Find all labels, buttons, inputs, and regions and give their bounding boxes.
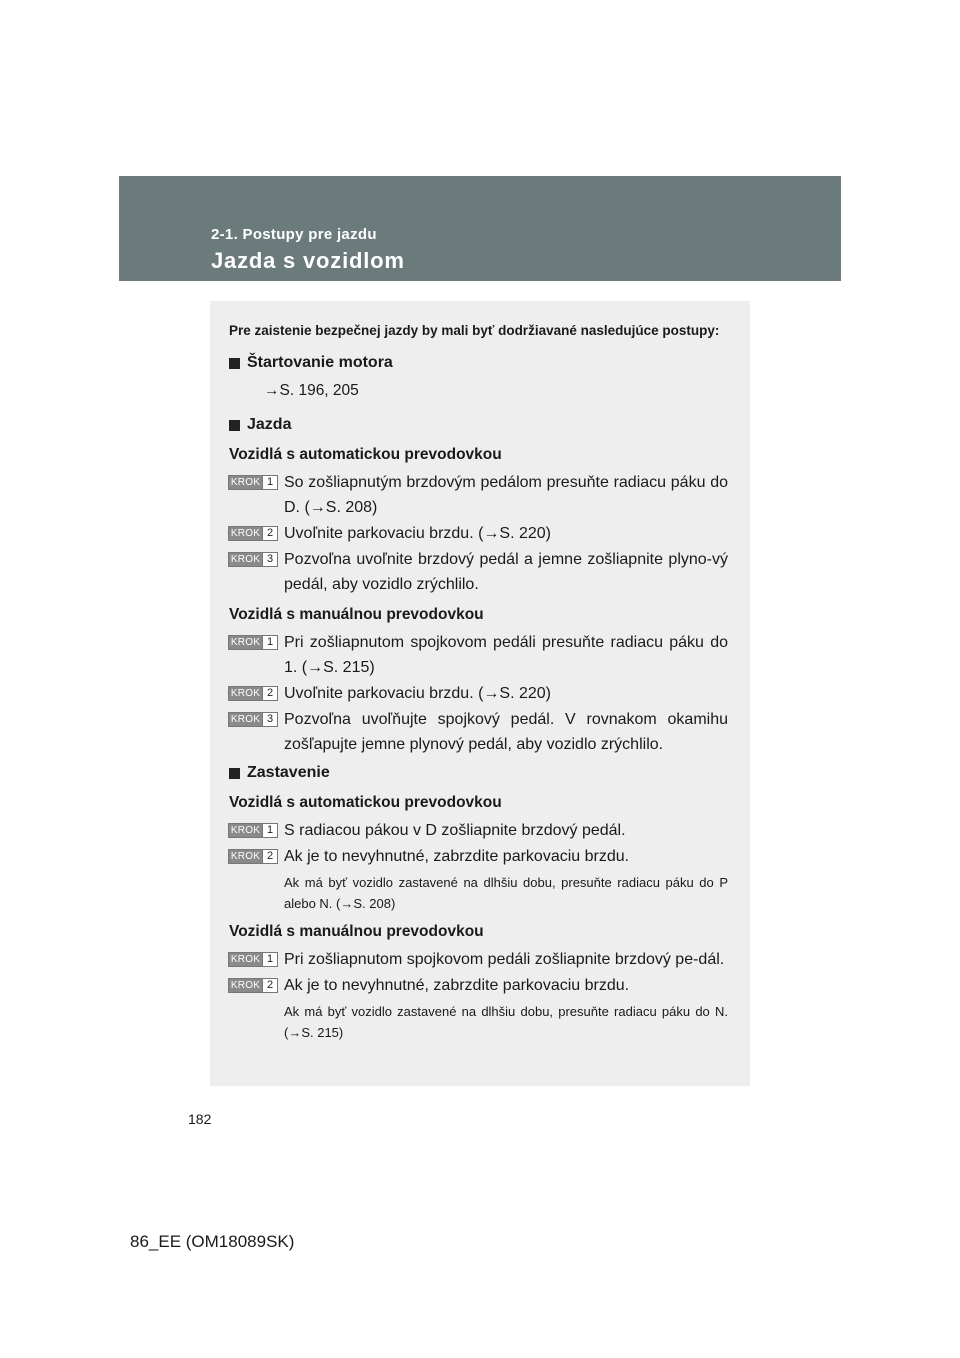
note-text: Ak má byť vozidlo zastavené na dlhšiu dobu, presuňte radiacu páku do P alebo N. (→S. 208)	[284, 875, 728, 911]
heading-stop	[229, 761, 728, 785]
step-text: Pozvoľna uvoľňujte spojkový pedál. V rovnakom okamihu zošľapujte jemne plynový pedál, aby vozidlo zrýchlilo.	[284, 711, 728, 753]
heading-start	[229, 351, 728, 375]
square-bullet-icon	[229, 358, 240, 369]
step-text: S radiacou pákou v D zošliapnite brzdový pedál.	[284, 822, 626, 839]
krok-badge: KROK 1	[228, 952, 278, 967]
subheading-stop-manual: Vozidlá s manuálnou prevodovkou	[229, 923, 484, 940]
step-text: Ak je to nevyhnutné, zabrzdite parkovaciu brzdu.	[284, 977, 630, 994]
subheading-drive-manual: Vozidlá s manuálnou prevodovkou	[229, 606, 484, 623]
subheading-stop-auto: Vozidlá s automatickou prevodovkou	[229, 794, 502, 811]
step-text: Pri zošliapnutom spojkovom pedáli zošliapnite brzdový pe-dál.	[284, 951, 725, 968]
step	[229, 707, 728, 757]
step	[229, 470, 728, 520]
section-label: 2-1. Postupy pre jazdu	[211, 226, 377, 243]
subheading-drive-auto: Vozidlá s automatickou prevodovkou	[229, 446, 502, 463]
krok-badge: KROK 3	[228, 552, 278, 567]
step	[229, 630, 728, 680]
chapter-header	[119, 176, 841, 281]
krok-badge: KROK 1	[228, 475, 278, 490]
krok-badge: KROK 1	[228, 823, 278, 838]
krok-badge: KROK 2	[228, 978, 278, 993]
step	[229, 844, 728, 869]
step-text: Pri zošliapnutom spojkovom pedáli presuňte radiacu páku do 1. (→S. 215)	[284, 634, 728, 676]
step-text: Ak je to nevyhnutné, zabrzdite parkovaciu brzdu.	[284, 848, 630, 865]
krok-badge: KROK 2	[228, 686, 278, 701]
step	[229, 947, 728, 972]
step	[229, 547, 728, 597]
page-reference: →S. 196, 205	[264, 382, 359, 399]
page-number: 182	[188, 1111, 212, 1127]
heading-drive	[229, 413, 728, 437]
note-text: Ak má byť vozidlo zastavené na dlhšiu dobu, presuňte radiacu páku do N. (→S. 215)	[284, 1004, 728, 1040]
square-bullet-icon	[229, 768, 240, 779]
step	[229, 521, 728, 546]
krok-badge: KROK 1	[228, 635, 278, 650]
krok-badge: KROK 2	[228, 849, 278, 864]
footer-code: 86_EE (OM18089SK)	[130, 1232, 295, 1251]
square-bullet-icon	[229, 420, 240, 431]
heading-label: Jazda	[247, 416, 292, 433]
step	[229, 818, 728, 843]
step-text: Pozvoľna uvoľnite brzdový pedál a jemne zošliapnite plyno-vý pedál, aby vozidlo zrýchlilo.	[284, 551, 728, 593]
step-text: Uvoľnite parkovaciu brzdu. (→S. 220)	[284, 525, 552, 542]
step-text: So zošliapnutým brzdovým pedálom presuňte radiacu páku do D. (→S. 208)	[284, 474, 728, 516]
heading-label: Štartovanie motora	[247, 354, 393, 371]
page-title: Jazda s vozidlom	[211, 248, 405, 273]
step	[229, 973, 728, 998]
content-box	[210, 301, 750, 1086]
step-text: Uvoľnite parkovaciu brzdu. (→S. 220)	[284, 685, 552, 702]
step	[229, 681, 728, 706]
intro-text: Pre zaistenie bezpečnej jazdy by mali byť dodržiavané nasledujúce postupy:	[229, 323, 720, 338]
krok-badge: KROK 2	[228, 526, 278, 541]
krok-badge: KROK 3	[228, 712, 278, 727]
heading-label: Zastavenie	[247, 764, 330, 781]
